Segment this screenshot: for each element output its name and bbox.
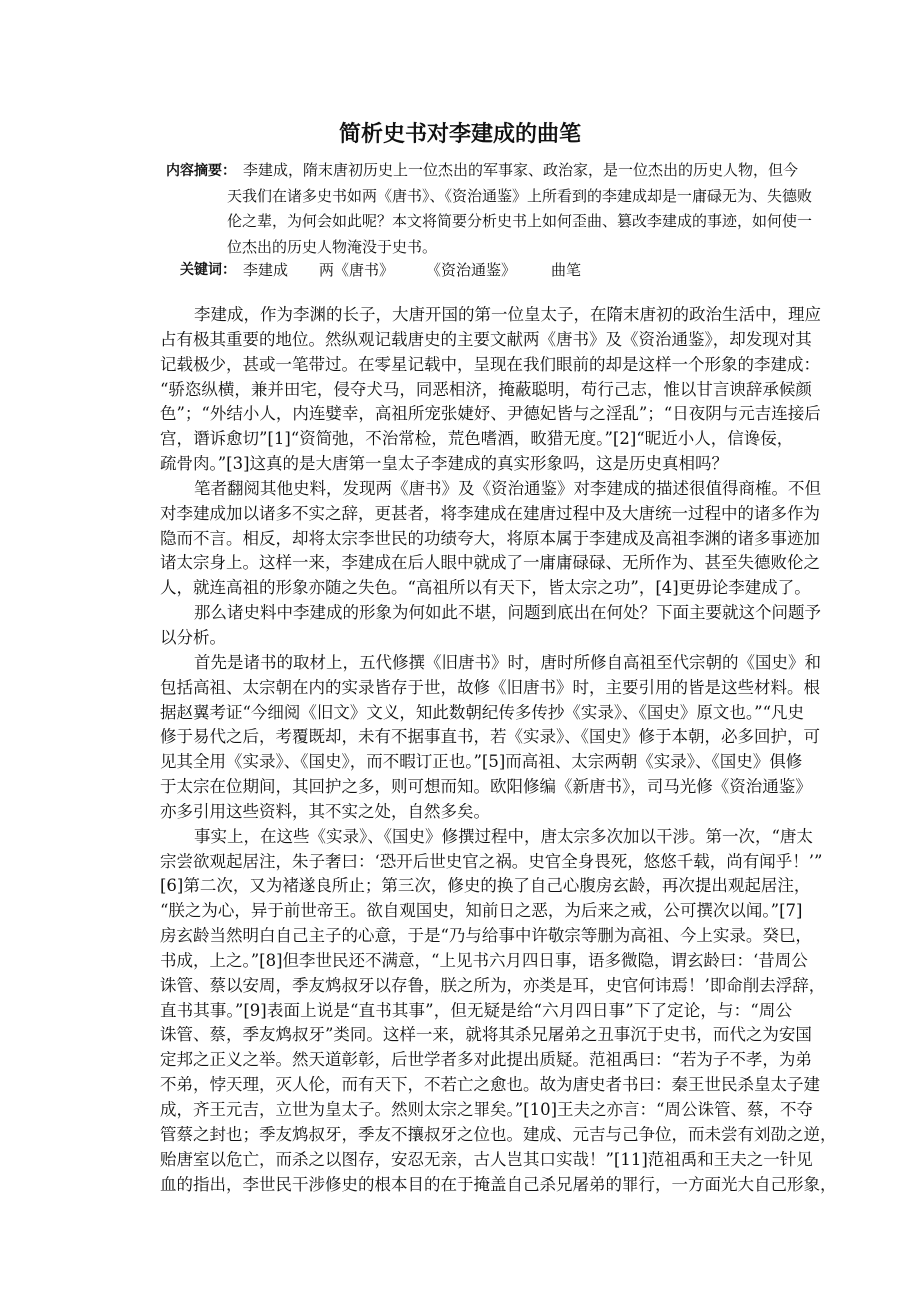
paragraph-line: 亦多引用这些资料，其不实之处，自然多矣。 — [160, 801, 490, 821]
paragraph-line: 修于易代之后，考覆既却，未有不据事直书，若《实录》、《国史》修于本朝，必多回护，可 — [160, 727, 820, 747]
document-title: 简析史书对李建成的曲笔 — [338, 122, 581, 147]
keyword: 曲笔 — [551, 261, 582, 279]
paragraph-line: 据赵翼考证“今细阅《旧文》文义，知此数朝纪传多传抄《实录》、《国史》原文也。”“凡史 — [160, 702, 805, 722]
paragraph-line: 首先是诸书的取材上，五代修撰《旧唐书》时，唐时所修自高祖至代宗朝的《国史》和 — [194, 652, 821, 672]
paragraph-line: 人，就连高祖的形象亦随之失色。“高祖所以有天下，皆太宗之功”，[4]更毋论李建成了。 — [160, 578, 811, 598]
paragraph-line: 成，齐王元吉，立世为皇太子。然则太宗之罪矣。”[10]王夫之亦言：“周公诛管、蔡，不夺 — [160, 1100, 813, 1119]
paragraph-line: 包括高祖、太宗朝在内的实录皆存于世，故修《旧唐书》时，主要引用的皆是这些材料。根 — [160, 677, 820, 697]
paragraph — [160, 477, 821, 601]
abstract-line: 伦之辈，为何会如此呢？本文将简要分析史书上如何歪曲、篡改李建成的事迹，如何使一 — [227, 212, 813, 231]
paragraph-line: 宗尝欲观起居注，朱子奢曰：‘恐开后世史官之祸。史官全身畏死，悠悠千载，尚有闻乎！’” — [160, 851, 823, 871]
document-body — [160, 303, 837, 1197]
paragraph-line: 诛管、蔡，季友鸩叔牙”类同。这样一来，就将其杀兄屠弟之丑事沉于史书，而代之为安国 — [160, 1025, 812, 1045]
paragraph-line: 色”；“外结小人，内连嬖幸，高祖所宠张婕妤、尹德妃皆与之淫乱”；“日夜阴与元吉连接后 — [160, 404, 821, 424]
paragraph-line: 定邦之正义之举。然天道彰彰，后世学者多对此提出质疑。范祖禹曰：“若为子不孝，为弟 — [160, 1050, 812, 1070]
paragraph-line: 房玄龄当然明白自己主子的心意，于是“乃与给事中许敬宗等删为高祖、今上实录。癸巳， — [160, 926, 812, 946]
abstract-line: 天我们在诸多史书如两《唐书》、《资治通鉴》上所看到的李建成却是一庸碌无为、失德败 — [227, 186, 813, 205]
paragraph-line: 不弟，悖天理，灭人伦，而有天下，不若亡之愈也。故为唐史者书曰：秦王世民杀皇太子建 — [160, 1075, 820, 1095]
keyword: 两《唐书》 — [319, 261, 395, 279]
paragraph-line: 对李建成加以诸多不实之辞，更甚者，将李建成在建唐过程中及大唐统一过程中的诸多作为 — [160, 503, 820, 523]
paragraph — [160, 825, 837, 1198]
paragraph-line: 隐而不言。相反，却将太宗李世民的功绩夸大，将原本属于李建成及高祖李渊的诸多事迹加 — [160, 528, 820, 548]
paragraph-line: 那么诸史料中李建成的形象为何如此不堪，问题到底出在何处？下面主要就这个问题予 — [194, 603, 821, 623]
paragraph-line: 以分析。 — [160, 627, 226, 647]
paragraph-line: 于太宗在位期间，其回护之多，则可想而知。欧阳修编《新唐书》，司马光修《资治通鉴》 — [160, 777, 812, 797]
paragraph-line: 直书其事。”[9]表面上说是“直书其事”，但无疑是给“六月四日事”下了定论，与：“周公 — [160, 1000, 792, 1020]
paragraph-line: “骄恣纵横，兼并田宅，侵夺犬马，同恶相济，掩蔽聪明，苟行己志，惟以甘言谀辞承候颜 — [160, 379, 812, 399]
paragraph-line: 占有极其重要的地位。然纵观记载唐史的主要文献两《唐书》及《资治通鉴》，却发现对其 — [160, 329, 812, 349]
paragraph-line: 书成，上之。”[8]但李世民还不满意，“上见书六月四日事，语多微隐，谓玄龄曰：‘昔周公 — [160, 950, 808, 970]
paragraph-line: 贻唐室以危亡，而杀之以图存，安忍无亲，古人岂其口实哉！”[11]范祖禹和王夫之一针见 — [160, 1149, 813, 1169]
abstract-line: 李建成，隋末唐初历史上一位杰出的军事家、政治家，是一位杰出的历史人物，但今 — [243, 161, 799, 179]
paragraph-line: 诸太宗身上。这样一来，李建成在后人眼中就成了一庸庸碌碌、无所作为、甚至失德败伦之 — [160, 553, 820, 573]
paragraph — [160, 601, 821, 651]
keywords-label: 关键词： — [180, 262, 236, 278]
paragraph-line: 李建成，作为李渊的长子，大唐开国的第一位皇太子，在隋末唐初的政治生活中，理应 — [194, 305, 821, 324]
paragraph-line: 血的指出，李世民干涉修史的根本目的在于掩盖自己杀兄屠弟的罪行，一方面光大自己形象， — [160, 1174, 837, 1194]
paragraph-line: 见其全用《实录》、《国史》，而不暇订正也。”[5]而高祖、太宗两朝《实录》、《国史》俱修 — [160, 752, 803, 772]
paragraph-line: [6]第二次，又为褚遂良所止；第三次，修史的换了自己心腹房玄龄，再次提出观起居注， — [160, 876, 811, 896]
paragraph-line: 笔者翻阅其他史料，发现两《唐书》及《资治通鉴》对李建成的描述很值得商榷。不但 — [194, 478, 821, 498]
paragraph-line: 宫，谮诉愈切”[1]“资简弛，不治常检，荒色嗜酒，畋猎无度。”[2]“昵近小人，信谗佞， — [160, 429, 794, 449]
paragraph-line: 记载极少，甚或一笔带过。在零星记载中，呈现在我们眼前的却是这样一个形象的李建成： — [160, 354, 820, 374]
paragraph-line: 疏骨肉。”[3]这真的是大唐第一皇太子李建成的真实形象吗，这是历史真相吗？ — [160, 454, 729, 474]
keyword: 《资治通鉴》 — [426, 261, 517, 279]
paragraph-line: 事实上，在这些《实录》、《国史》修撰过程中，唐太宗多次加以干涉。第一次，“唐太 — [194, 826, 813, 846]
paragraph-line: “朕之为心，异于前世帝王。欲自观国史，知前日之恶，为后来之戒，公可撰次以闻。”[7] — [160, 901, 803, 921]
abstract-line: 位杰出的历史人物淹没于史书。 — [227, 237, 438, 256]
paragraph — [160, 651, 821, 825]
abstract-body — [227, 158, 813, 260]
paragraph — [160, 303, 821, 477]
paragraph-line: 管蔡之封也；季友鸩叔牙，季友不攘叔牙之位也。建成、元吉与己争位，而未尝有刘劭之逆， — [160, 1124, 837, 1144]
abstract-label: 内容摘要： — [166, 163, 236, 179]
keyword: 李建成 — [243, 261, 289, 279]
paragraph-line: 诛管、蔡以安周，季友鸩叔牙以存鲁，朕之所为，亦类是耳，史官何讳焉！’即命削去浮辞， — [160, 975, 826, 995]
